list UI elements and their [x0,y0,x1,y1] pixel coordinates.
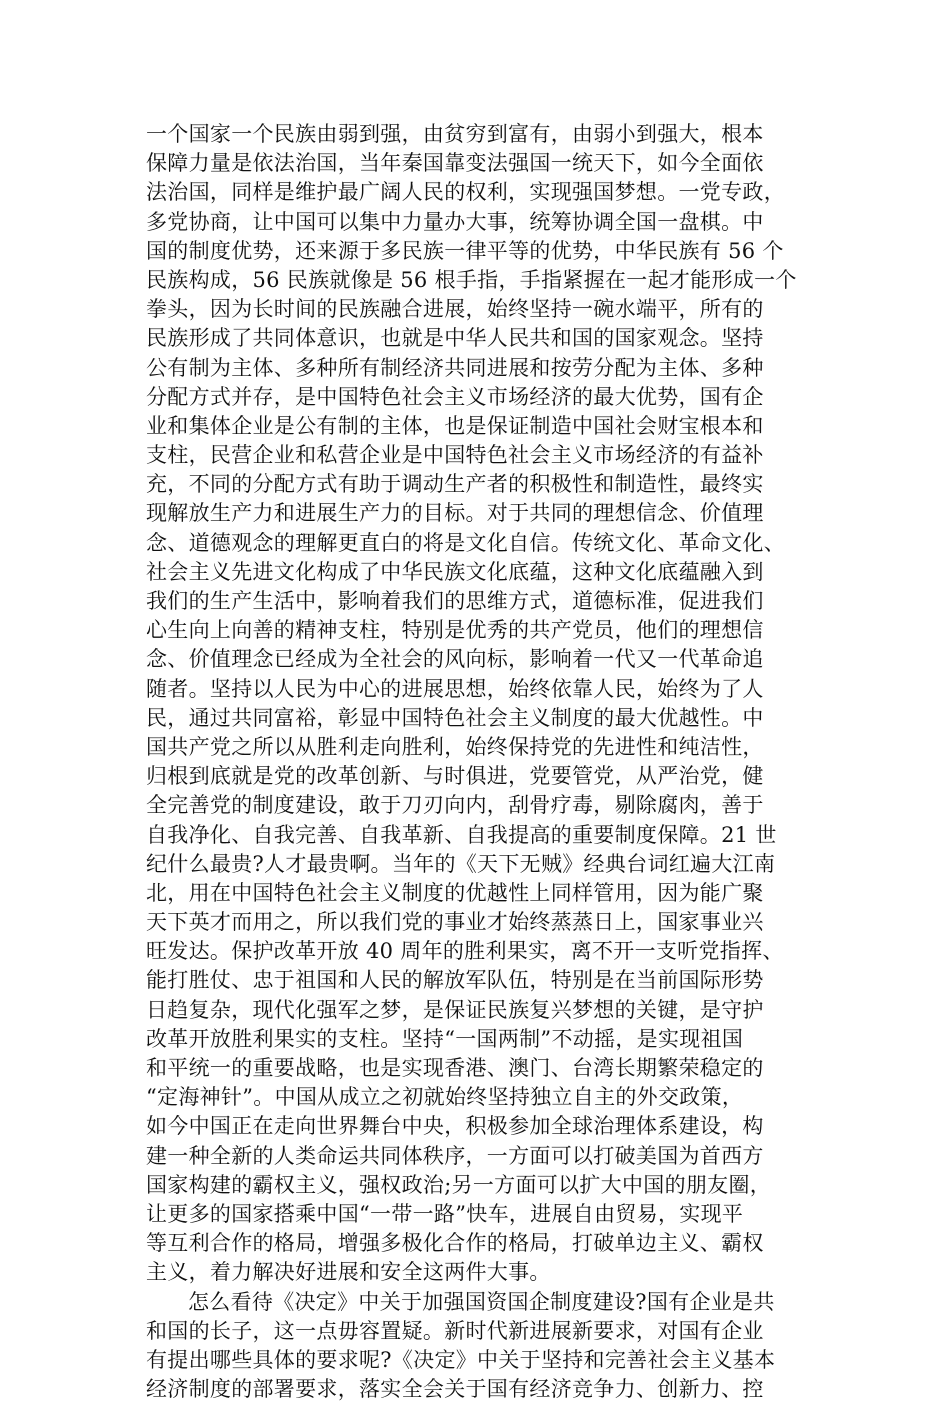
text-line: 念、价值理念已经成为全社会的风向标，影响着一代又一代革命追 [146,647,764,672]
text-line: 现解放生产力和进展生产力的目标。对于共同的理想信念、价值理 [146,501,764,526]
text-line: 纪什么最贵?人才最贵啊。当年的《天下无贼》经典台词红遍大江南 [146,851,776,876]
text-line: 让更多的国家搭乘中国“一带一路”快车，进展自由贸易，实现平 [146,1201,744,1226]
text-line: 充，不同的分配方式有助于调动生产者的积极性和制造性，最终实 [146,472,764,497]
text-line: 北，用在中国特色社会主义制度的优越性上同样管用，因为能广聚 [146,880,764,905]
text-line: 社会主义先进文化构成了中华民族文化底蕴，这种文化底蕴融入到 [146,559,764,584]
text-line: 心生向上向善的精神支柱，特别是优秀的共产党员，他们的理想信 [146,618,764,643]
text-line: 全完善党的制度建设，敢于刀刃向内，刮骨疗毒，剔除腐肉，善于 [146,793,764,818]
text-line: 主义，着力解决好进展和安全这两件大事。 [146,1260,551,1285]
text-line: 多党协商，让中国可以集中力量办大事，统筹协调全国一盘棋。中 [146,209,764,234]
text-line: 支柱，民营企业和私营企业是中国特色社会主义市场经济的有益补 [146,443,764,468]
text-line: 旺发达。保护改革开放 40 周年的胜利果实，离不开一支听党指挥、 [146,939,784,964]
text-line: 随者。坚持以人民为中心的进展思想，始终依靠人民，始终为了人 [146,676,764,701]
paragraph-start-line: 怎么看待《决定》中关于加强国资国企制度建设?国有企业是共 [188,1289,775,1314]
text-line: 公有制为主体、多种所有制经济共同进展和按劳分配为主体、多种 [146,355,764,380]
text-line: 日趋复杂，现代化强军之梦，是保证民族复兴梦想的关键，是守护 [146,997,764,1022]
text-line: 民族构成，56 民族就像是 56 根手指，手指紧握在一起才能形成一个 [146,267,797,292]
text-line: 业和集体企业是公有制的主体，也是保证制造中国社会财宝根本和 [146,413,764,438]
text-line: 经济制度的部署要求，落实全会关于国有经济竞争力、创新力、控 [146,1377,764,1402]
text-line: 等互利合作的格局，增强多极化合作的格局，打破单边主义、霸权 [146,1231,764,1256]
text-line: 国的制度优势，还来源于多民族一律平等的优势，中华民族有 56 个 [146,238,784,263]
text-line: 自我净化、自我完善、自我革新、自我提高的重要制度保障。21 世 [146,822,777,847]
text-line: 拳头，因为长时间的民族融合进展，始终坚持一碗水端平，所有的 [146,297,764,322]
text-line: 国家构建的霸权主义，强权政治;另一方面可以扩大中国的朋友圈， [146,1172,772,1197]
text-line: 分配方式并存，是中国特色社会主义市场经济的最大优势，国有企 [146,384,764,409]
text-line: 民，通过共同富裕，彰显中国特色社会主义制度的最大优越性。中 [146,705,764,730]
text-line: 能打胜仗、忠于祖国和人民的解放军队伍，特别是在当前国际形势 [146,968,764,993]
text-line: “定海神针”。中国从成立之初就始终坚持独立自主的外交政策， [146,1085,744,1110]
text-line: 民族形成了共同体意识，也就是中华人民共和国的国家观念。坚持 [146,326,764,351]
text-line: 建一种全新的人类命运共同体秩序，一方面可以打破美国为首西方 [146,1143,764,1168]
text-line: 改革开放胜利果实的支柱。坚持“一国两制”不动摇，是实现祖国 [146,1026,744,1051]
text-line: 天下英才而用之，所以我们党的事业才始终蒸蒸日上，国家事业兴 [146,910,764,935]
text-line: 法治国，同样是维护最广阔人民的权利，实现强国梦想。一党专政， [146,180,785,205]
body-text [146,120,806,1404]
text-line: 和国的长子，这一点毋容置疑。新时代新进展新要求，对国有企业 [146,1318,764,1343]
text-line: 归根到底就是党的改革创新、与时俱进，党要管党，从严治党，健 [146,764,764,789]
text-line: 我们的生产生活中，影响着我们的思维方式，道德标准，促进我们 [146,589,764,613]
text-line: 保障力量是依法治国，当年秦国靠变法强国一统天下，如今全面依 [146,151,764,176]
text-line: 国共产党之所以从胜利走向胜利，始终保持党的先进性和纯洁性， [146,734,764,759]
text-line: 和平统一的重要战略，也是实现香港、澳门、台湾长期繁荣稳定的 [146,1056,764,1080]
text-line: 念、道德观念的理解更直白的将是文化自信。传统文化、革命文化、 [146,530,785,555]
text-line: 有提出哪些具体的要求呢?《决定》中关于坚持和完善社会主义基本 [146,1347,776,1372]
text-line: 如今中国正在走向世界舞台中央，积极参加全球治理体系建设，构 [146,1114,764,1139]
text-line: 一个国家一个民族由弱到强，由贫穷到富有，由弱小到强大，根本 [146,122,764,146]
